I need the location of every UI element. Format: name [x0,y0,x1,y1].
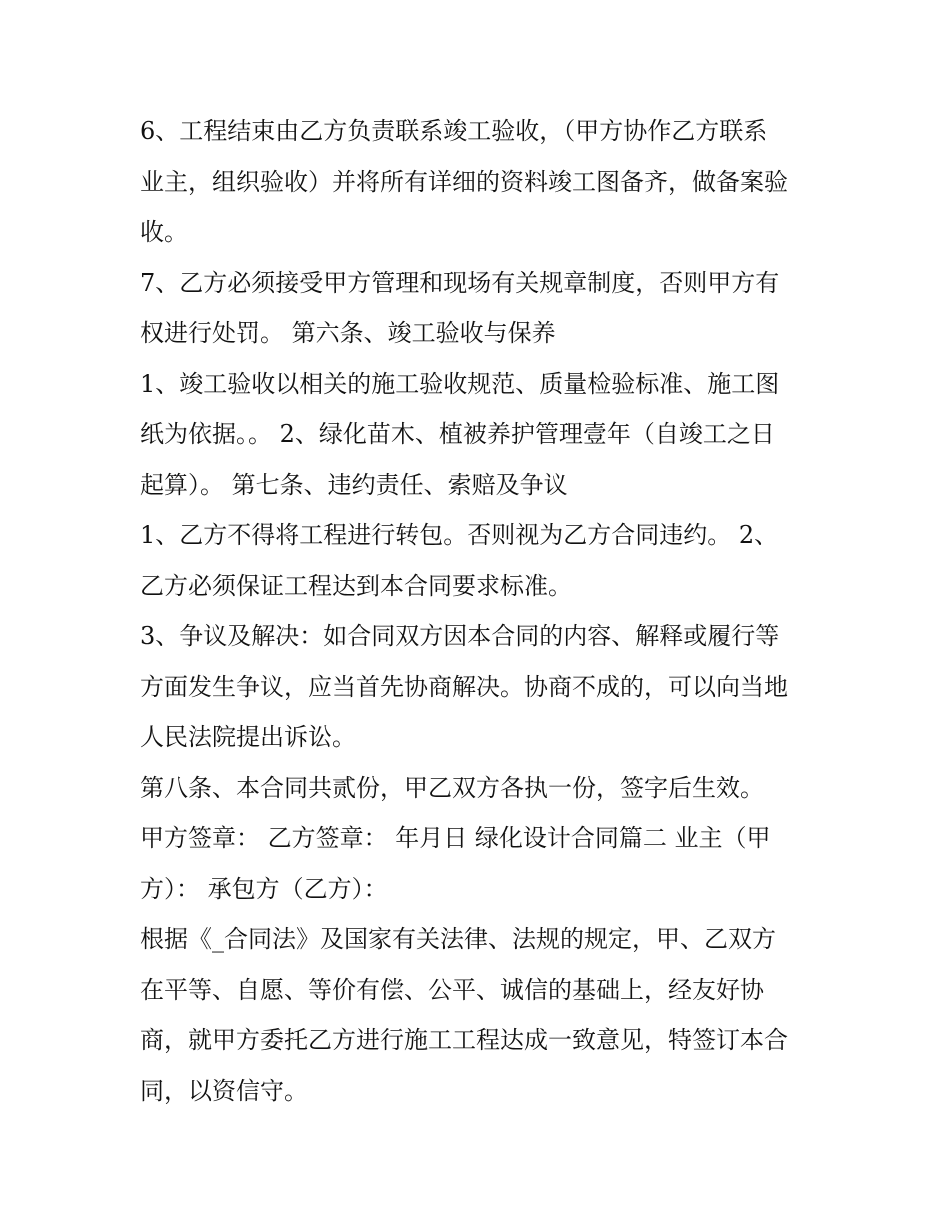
text-line: 人民法院提出诉讼。 [140,723,356,751]
paragraph-preamble [140,914,820,1116]
text-line: 1、竣工验收以相关的施工验收规范、质量检验标准、施工图 [140,369,780,398]
text-line: 起算）。 第七条、违约责任、索赔及争议 [140,470,568,499]
text-line: 3、争议及解决：如合同双方因本合同的内容、解释或履行等 [140,622,780,650]
paragraph-article-8 [140,763,820,814]
text-line: 第八条、本合同共贰份，甲乙双方各执一份，签字后生效。 [140,773,764,802]
text-line: 乙方必须保证工程达到本合同要求标准。 [140,571,572,600]
paragraph-clause-7 [140,258,820,359]
text-line: 商，就甲方委托乙方进行施工工程达成一致意见，特签订本合 [140,1026,788,1054]
text-line: 方面发生争议，应当首先协商解决。协商不成的，可以向当地 [140,672,788,701]
paragraph-subcontract [140,510,820,611]
text-line: 同，以资信守。 [140,1076,308,1105]
paragraph-acceptance [140,359,820,511]
text-line: 7、乙方必须接受甲方管理和现场有关规章制度，否则甲方有 [140,268,780,297]
text-line: 方）： 承包方（乙方）： [140,874,388,903]
text-line: 权进行处罚。 第六条、竣工验收与保养 [140,319,556,347]
text-line: 在平等、自愿、等价有偿、公平、诚信的基础上，经友好协 [140,975,764,1004]
paragraph-signatures [140,813,820,914]
text-line: 甲方签章： 乙方签章： 年月日 绿化设计合同篇二 业主（甲 [140,824,771,852]
paragraph-clause-6 [140,106,820,258]
paragraph-dispute [140,611,820,763]
text-line: 根据《_合同法》及国家有关法律、法规的规定，甲、乙双方 [140,925,776,953]
text-line: 收。 [140,218,188,246]
text-line: 纸为依据。。 2、绿化苗木、植被养护管理壹年（自竣工之日 [140,420,775,448]
text-line: 1、乙方不得将工程进行转包。否则视为乙方合同违约。 2、 [140,521,779,549]
document-body [140,106,820,1116]
text-line: 6、工程结束由乙方负责联系竣工验收，（甲方协作乙方联系 [140,117,768,145]
text-line: 业主，组织验收）并将所有详细的资料竣工图备齐，做备案验 [140,167,788,196]
